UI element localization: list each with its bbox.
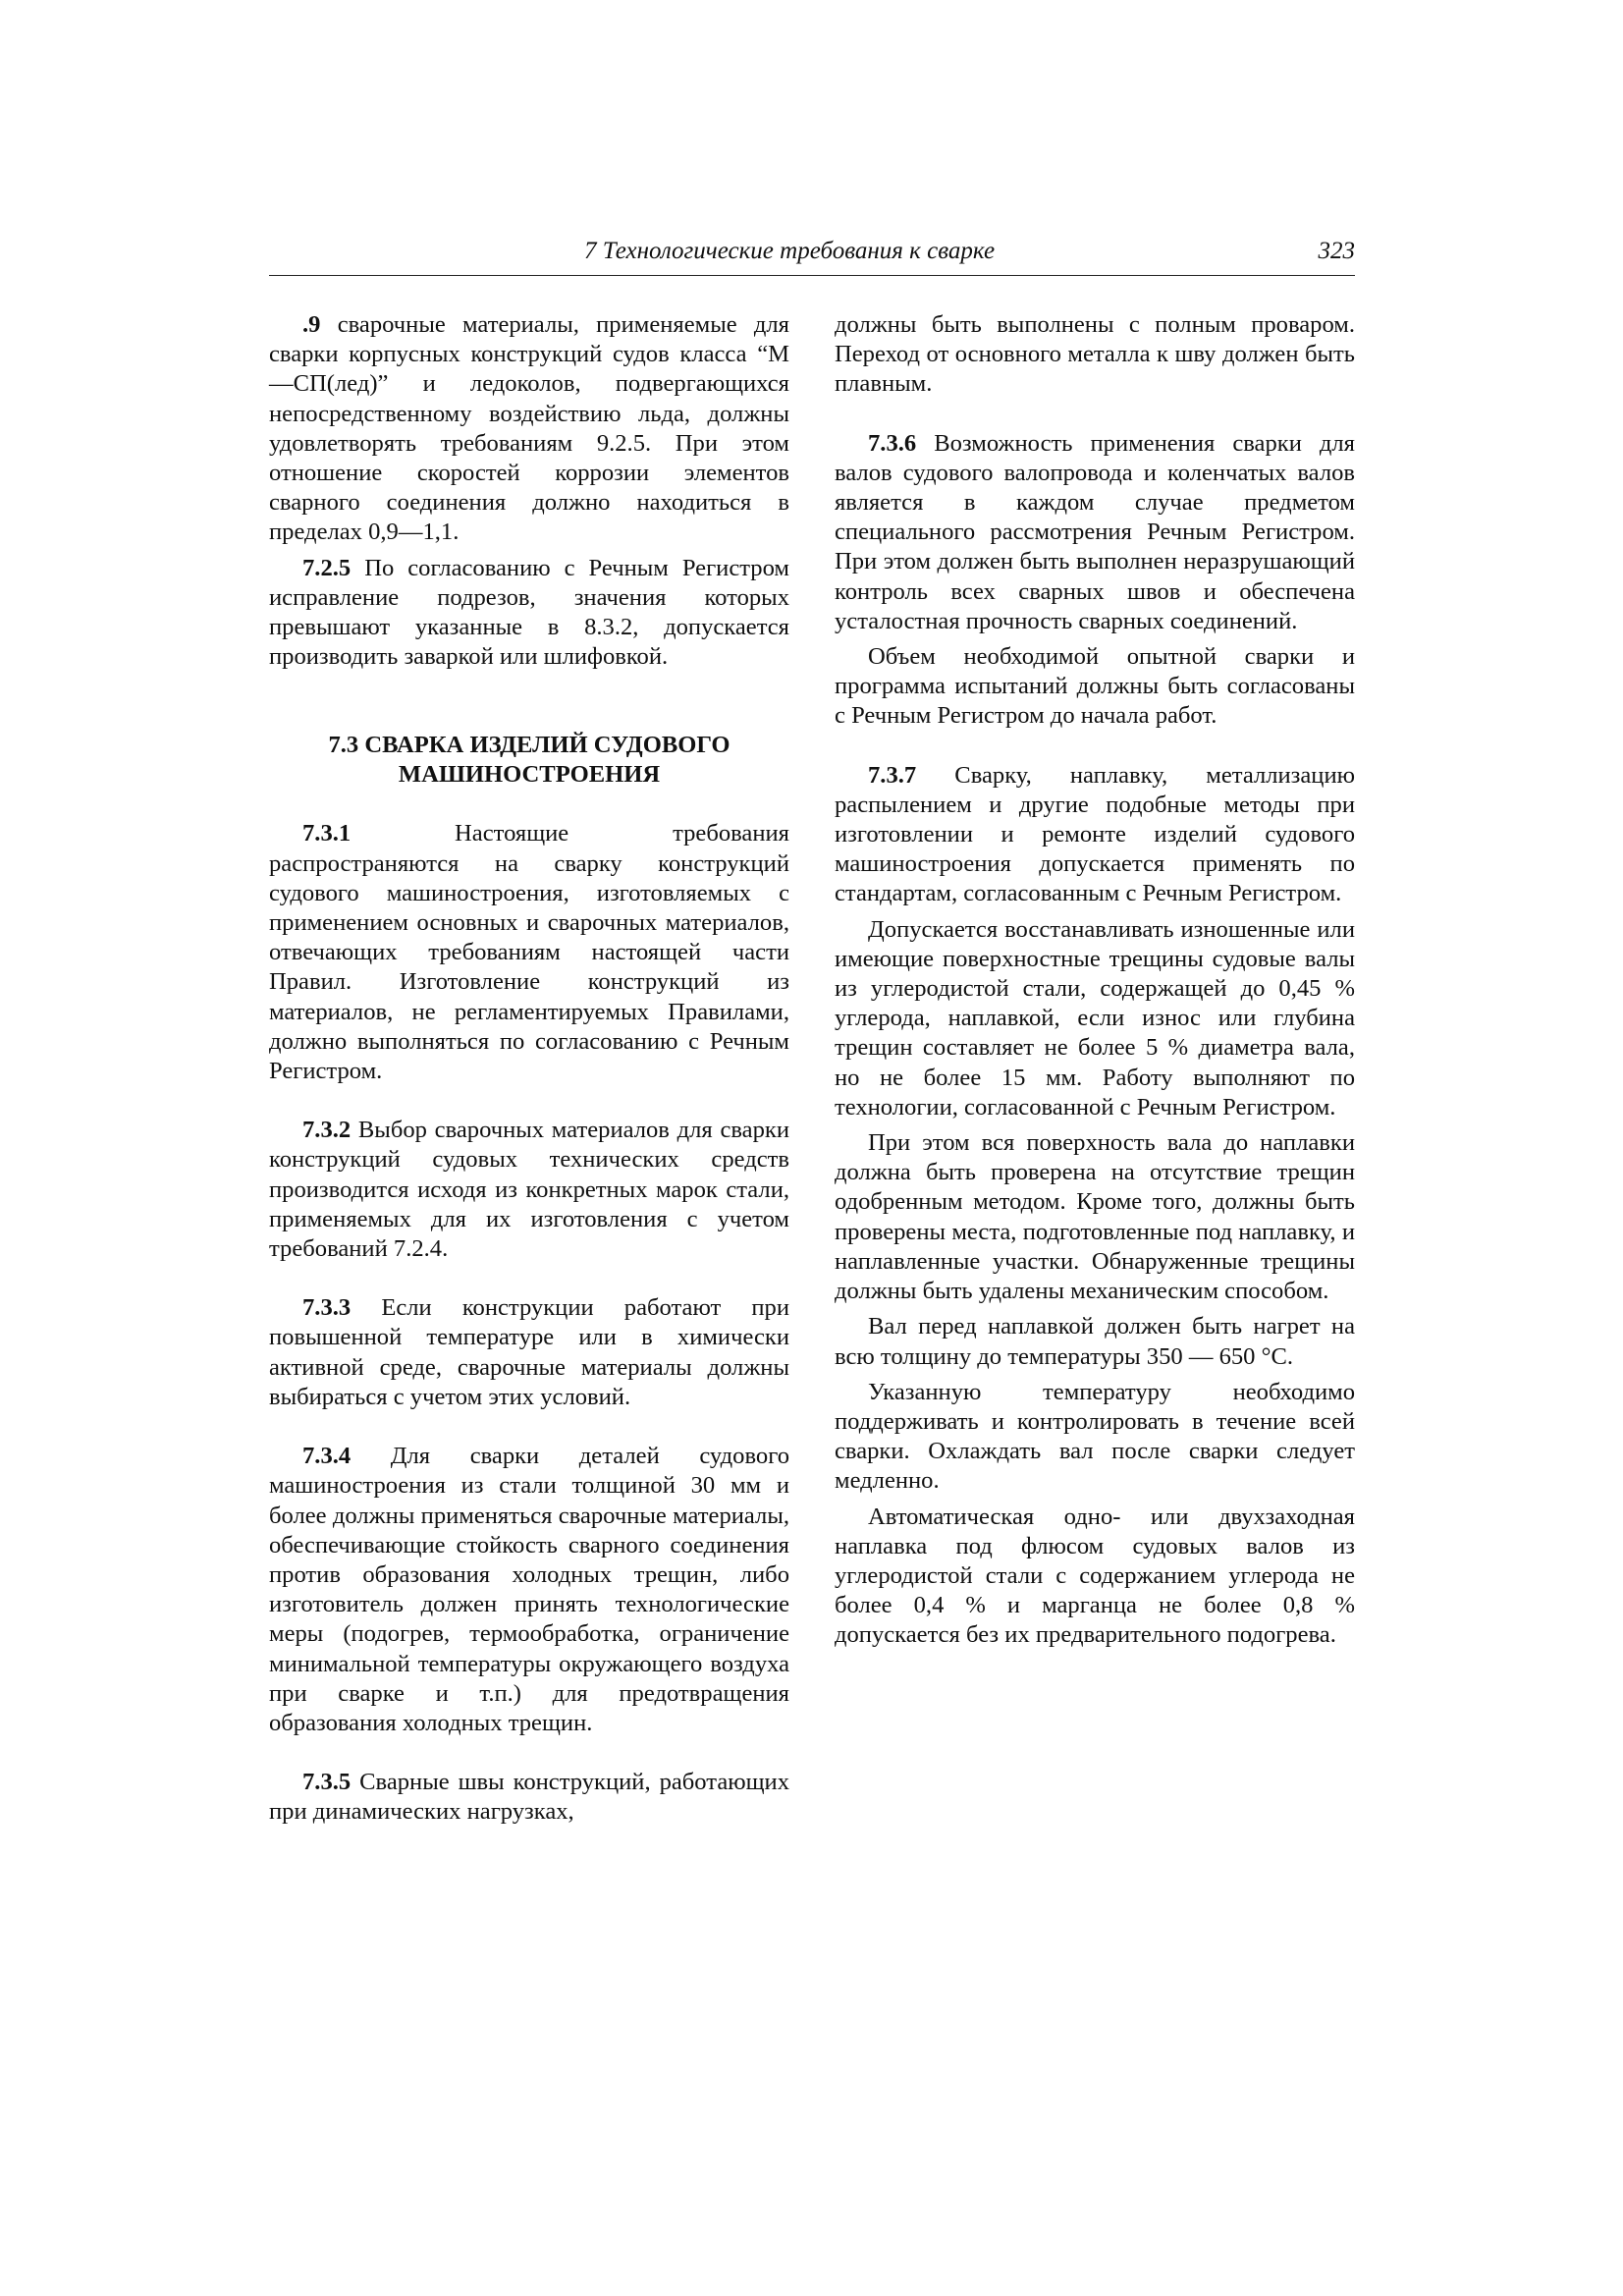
running-header [269, 236, 1355, 276]
paragraph-7-3-7 [835, 761, 1355, 909]
paragraph-text: Настоящие требования распространяются на сварку конструкций судового машиностроения, изготовляемых с применением основных и сварочных материалов, отвечающих требованиям настоящей части Правил. Изготовление конструкций из материалов, не регламентируемых Правилами, должно выполняться по согласованию с Речным Регистром. [269, 820, 789, 1085]
paragraph-number: .9 [302, 311, 321, 338]
section-heading: 7.3 СВАРКА ИЗДЕЛИЙ СУДОВОГО МАШИНОСТРОЕНИЯ [328, 732, 730, 789]
paragraph-7-3-5-continued: должны быть выполнены с полным проваром. Переход от основного металла к шву должен быть плавным. [835, 311, 1355, 398]
header-title: 7 Технологические требования к сварке [583, 238, 996, 264]
paragraph-preheating: Вал перед наплавкой должен быть нагрет на всю толщину до температуры 350 — 650 °С. [835, 1313, 1355, 1370]
paragraph-item-9 [269, 310, 789, 548]
paragraph-number: 7.3.4 [302, 1443, 352, 1470]
paragraph-text: Сварку, наплавку, металлизацию распылением и другие подобные методы при изготовлении и ремонте изделий судового машиностроения допускается применять по стандартам, согласованным с Речным Регистром. [835, 761, 1355, 907]
paragraph-7-2-5 [269, 554, 789, 673]
paragraph-number: 7.2.5 [302, 554, 352, 581]
right-column [835, 310, 1355, 1651]
paragraph-text: По согласованию с Речным Регистром исправление подрезов, значения которых превышают указанные в 8.3.2, допускается производить заваркой или шлифовкой. [269, 554, 789, 671]
paragraph-7-3-4 [269, 1442, 789, 1738]
paragraph-temperature-control: Указанную температуру необходимо поддерживать и контролировать в течение всей сварки. Охлаждать вал после сварки следует медленно. [835, 1378, 1355, 1495]
paragraph-text: сварочные материалы, применяемые для сварки корпусных конструкций судов класса “М—СП(лед)” и ледоколов, подвергающихся непосредственному воздействию льда, должны удовлетворять требованиям 9.2.5. При этом отношение скоростей коррозии элементов сварного соединения должно находиться в пределах 0,9—1,1. [269, 311, 789, 546]
paragraph-text: Для сварки деталей судового машиностроения из стали толщиной 30 мм и более должны применяться сварочные материалы, обеспечивающие стойкость сварного соединения против образования холодных трещин, либо изготовитель должен принять технологические меры (подогрев, термообработка, ограничение минимальной температуры окружающего воздуха при сварке и т.п.) для предотвращения образования холодных трещин. [269, 1443, 789, 1736]
paragraph-7-3-6 [835, 429, 1355, 636]
paragraph-number: 7.3.2 [302, 1117, 352, 1144]
paragraph-text: Сварные швы конструкций, работающих при динамических нагрузках, [269, 1769, 789, 1826]
left-column [269, 310, 789, 1828]
paragraph-number: 7.3.1 [302, 820, 352, 847]
paragraph-7-3-5 [269, 1768, 789, 1827]
paragraph-crack-inspection: При этом вся поверхность вала до наплавки должна быть проверена на отсутствие трещин одобренным методом. Кроме того, должны быть проверены места, подготовленные под наплавку, и наплавленные участки. Обнаруженные трещины должны быть удалены механическим способом. [835, 1129, 1355, 1305]
paragraph-7-3-2 [269, 1116, 789, 1264]
paragraph-text: Если конструкции работают при повышенной температуре или в химически активной среде, сварочные материалы должны выбираться с учетом этих условий. [269, 1294, 789, 1410]
paragraph-7-3-3 [269, 1293, 789, 1412]
paragraph-automatic-surfacing: Автоматическая одно- или двухзаходная наплавка под флюсом судовых валов из углеродистой стали с содержанием углерода не более 0,4 % и марганца не более 0,8 % допускается без их предварительного подогрева. [835, 1503, 1355, 1649]
paragraph-shaft-restoration: Допускается восстанавливать изношенные или имеющие поверхностные трещины судовые валы из углеродистой стали, содержащей до 0,45 % углерода, наплавкой, если износ или глубина трещин составляет не более 5 % диаметра вала, но не более 15 мм. Работу выполняют по технологии, согласованной с Речным Регистром. [835, 915, 1355, 1121]
paragraph-number: 7.3.3 [302, 1294, 352, 1322]
paragraph-text: Выбор сварочных материалов для сварки конструкций судовых технических средств производится исходя из конкретных марок стали, применяемых для их изготовления с учетом требований 7.2.4. [269, 1117, 789, 1263]
paragraph-text: Возможность применения сварки для валов судового валопровода и коленчатых валов является в каждом случае предметом специального рассмотрения Речным Регистром. При этом должен быть выполнен неразрушающий контроль всех сварных швов и обеспечена усталостная прочность сварных соединений. [835, 429, 1355, 634]
paragraph-number: 7.3.5 [302, 1769, 352, 1796]
paragraph-7-3-1 [269, 819, 789, 1086]
paragraph-test-scope: Объем необходимой опытной сварки и программа испытаний должны быть согласованы с Речным Регистром до начала работ. [835, 643, 1355, 730]
paragraph-number: 7.3.6 [868, 429, 917, 457]
paragraph-number: 7.3.7 [868, 761, 917, 789]
page-number: 323 [1318, 238, 1355, 264]
